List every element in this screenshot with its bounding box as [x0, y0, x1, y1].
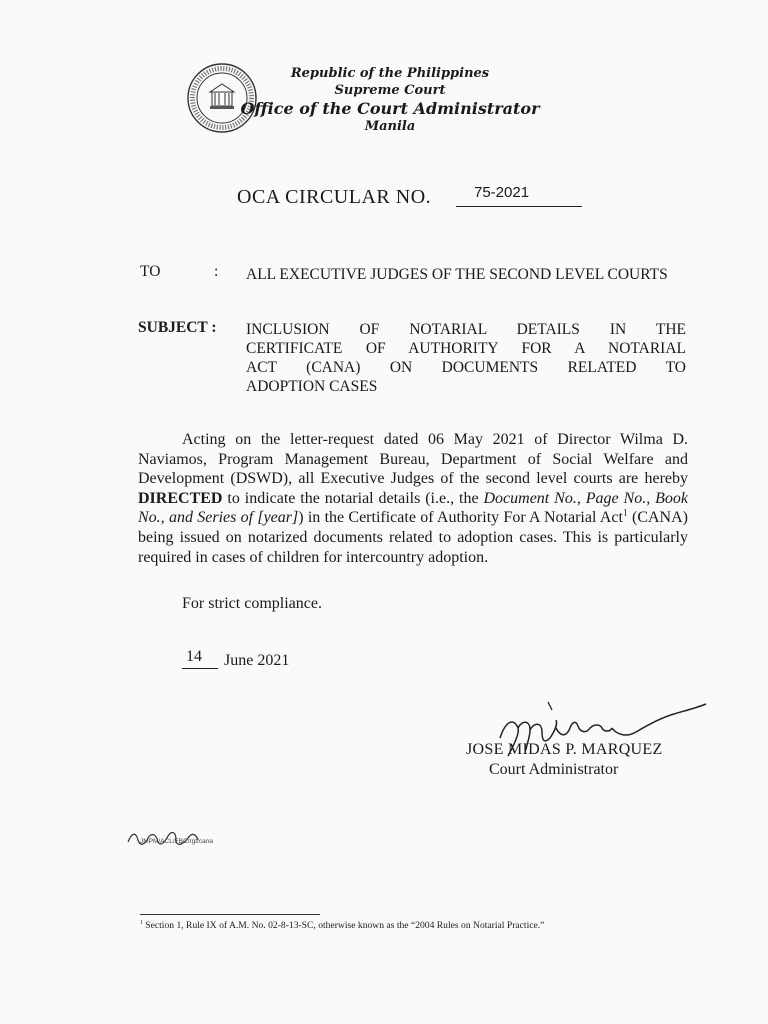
to-label: TO [140, 263, 161, 280]
circular-number-underline [456, 206, 582, 207]
footnote-ref: 1 [622, 508, 628, 520]
to-recipients: ALL EXECUTIVE JUDGES OF THE SECOND LEVEL COURTS [246, 266, 668, 283]
body-italic-details: Document No., Page No., Book No., and Series of [year] [138, 489, 688, 527]
footnote-rule [140, 914, 320, 915]
body-part-3: ) in the Certificate of Authority For A Notarial Act [298, 509, 623, 527]
subject-label: SUBJECT : [138, 319, 217, 336]
body-part-4: (CANA) being issued on notarized documents related to adoption cases. This is particularly required in cases of children for intercountry adoption. [138, 509, 688, 566]
compliance-line: For strict compliance. [182, 595, 322, 612]
date-month-year: June 2021 [224, 652, 290, 669]
body-directed: DIRECTED [138, 489, 223, 507]
footnote-number: 1 [140, 919, 143, 926]
date-underline [182, 668, 218, 669]
circular-number: 75-2021 [474, 184, 530, 201]
circular-title: OCA CIRCULAR NO. [237, 186, 432, 208]
body-paragraph [138, 430, 688, 567]
header-office: Office of the Court Administrator [240, 99, 540, 118]
subject-line-4: ADOPTION CASES [246, 378, 378, 395]
date-day: 14 [186, 648, 202, 665]
signatory-name: JOSE MIDAS P. MARQUEZ [466, 741, 663, 758]
header-republic: Republic of the Philippines [290, 66, 490, 81]
subject-line-2: CERTIFICATE OF AUTHORITY FOR A NOTARIAL [246, 340, 686, 357]
body-part-2: to indicate the notarial details (i.e., the [222, 489, 484, 507]
signatory-title: Court Administrator [489, 761, 619, 778]
subject-line-1: INCLUSION OF NOTARIAL DETAILS IN THE [246, 321, 686, 338]
header-city: Manila [364, 119, 416, 134]
to-colon: : [214, 263, 219, 280]
header-supreme-court: Supreme Court [334, 83, 446, 98]
subject-text [246, 320, 686, 396]
footnote-text: Section 1, Rule IX of A.M. No. 02-8-13-SC, otherwise known as the “2004 Rules on Notarial Practice.” [142, 920, 545, 931]
reference-code: JMPM/ACL/FBC/rgt/cana [140, 838, 213, 845]
subject-line-3: ACT (CANA) ON DOCUMENTS RELATED TO [246, 359, 686, 376]
body-part-1: Acting on the letter-request dated 06 May 2021 of Director Wilma D. Naviamos, Program Management Bureau, Department of Social Welfare and Development (DSWD), all Executive Judges of the second level courts are hereby [138, 431, 688, 488]
footnote [140, 920, 544, 931]
